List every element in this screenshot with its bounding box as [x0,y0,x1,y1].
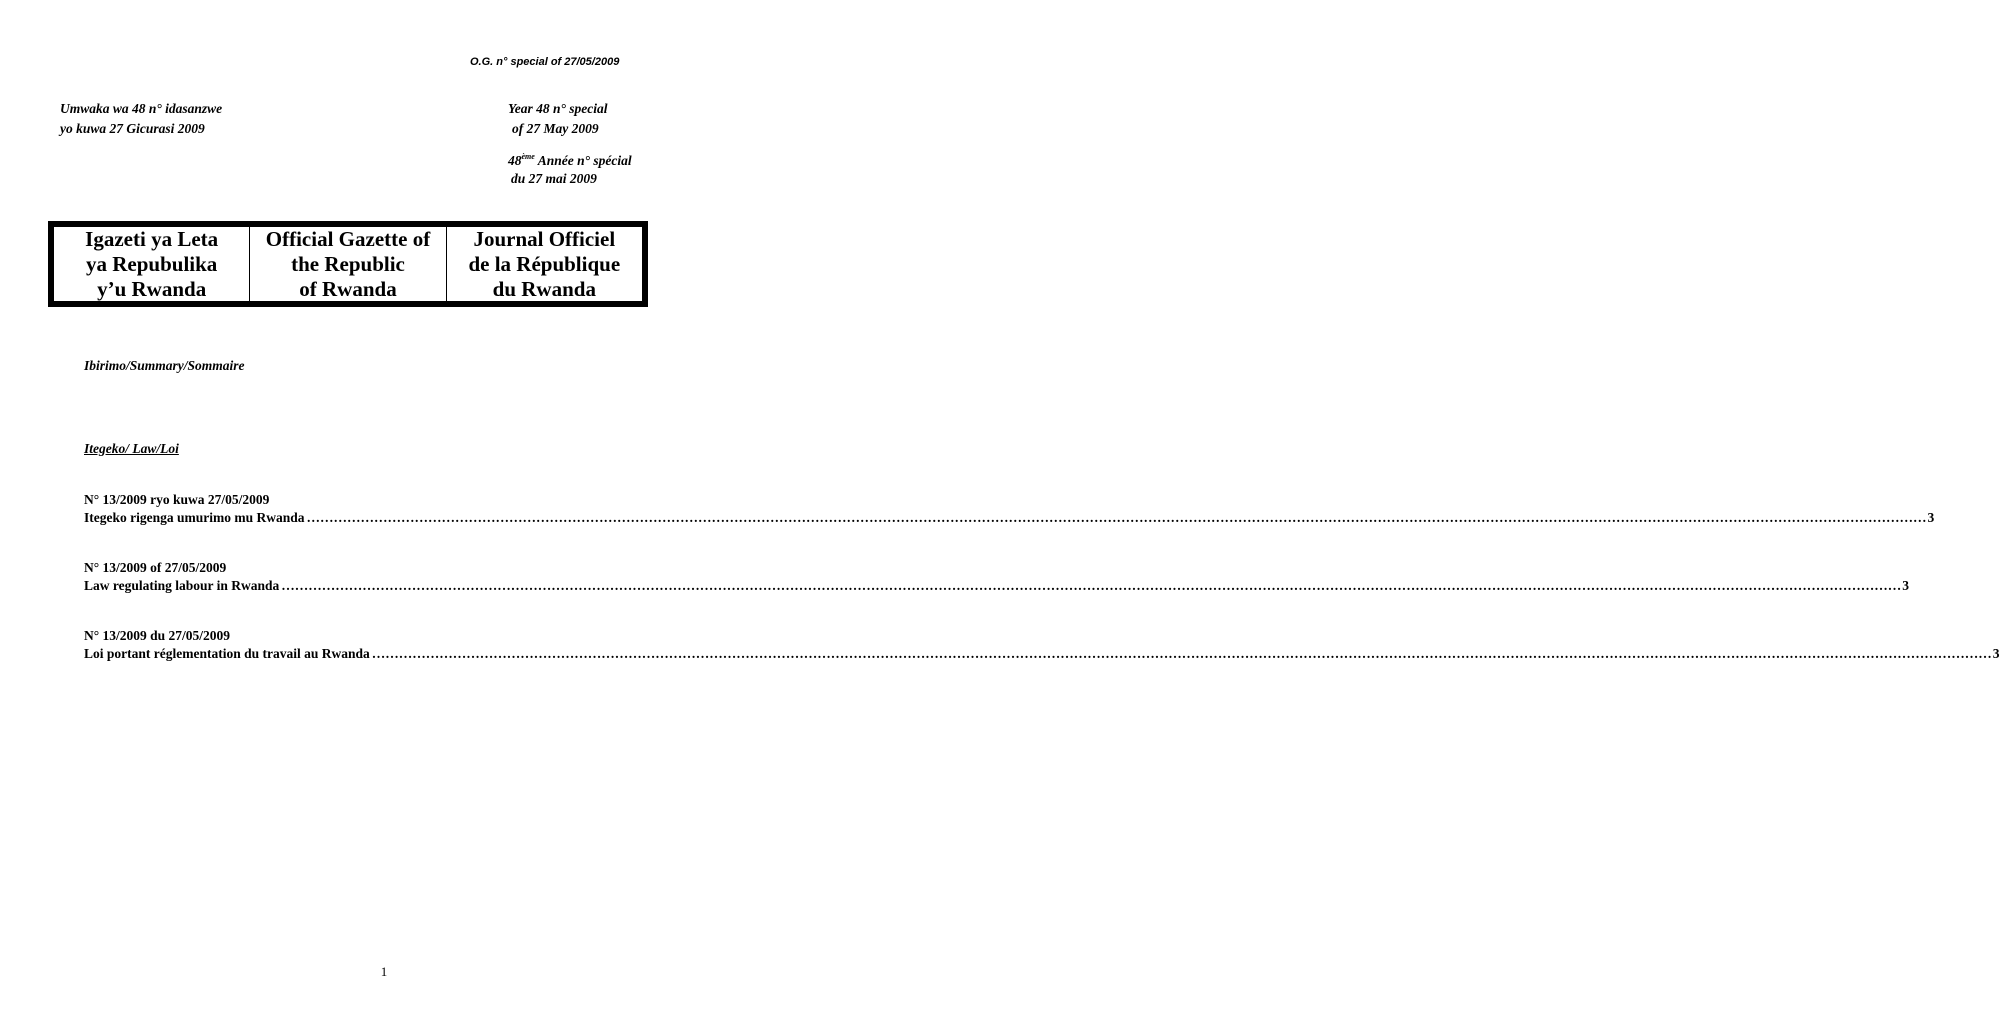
toc-entry-page: 3 [1927,510,1935,525]
toc-entry-line [84,577,1910,595]
toc-entry-title: Itegeko rigenga umurimo mu Rwanda [84,510,305,525]
title-line: Journal Officiel [473,226,616,251]
title-cell-french [446,227,642,301]
toc-entry-number: N° 13/2009 ryo kuwa 27/05/2009 [84,492,270,507]
toc-leader-dots: ……………………………………………………………………………………………………………………………………………………………………………………………………………………………………………………………………………………………………………………………… [306,510,1927,525]
title-cell-kinyarwanda [54,227,249,301]
og-reference: O.G. n° special of 27/05/2009 [470,56,620,68]
toc-leader-dots: ……………………………………………………………………………………………………………………………………………………………………………………………………………………………………………………………………………………………………………………………… [371,646,1992,661]
issue-line: Year 48 n° special [508,101,608,116]
toc-entry-line [84,509,1935,527]
issue-line [508,152,632,170]
issue-info-english [508,99,608,139]
toc-entry-title: Law regulating labour in Rwanda [84,578,280,593]
issue-date: du 27 mai 2009 [511,171,597,186]
title-line: de la République [468,251,621,276]
issue-number: 48 [508,153,522,168]
issue-line: Umwaka wa 48 n° idasanzwe [60,101,223,116]
toc-entry-title: Loi portant réglementation du travail au Rwanda [84,646,370,661]
issue-date: yo kuwa 27 Gicurasi 2009 [60,121,205,136]
page-number: 1 [380,964,388,979]
toc-entry[interactable] [84,627,2000,663]
title-line: the Republic [291,251,405,276]
title-line: of Rwanda [299,276,397,301]
toc-entry-page: 3 [1992,646,2000,661]
toc-entry-page: 3 [1902,578,1910,593]
issue-year-label: Année n° spécial [534,153,632,168]
title-line: du Rwanda [492,276,596,301]
issue-info-kinyarwanda [60,99,222,139]
title-cell-english [249,227,445,301]
summary-heading: Ibirimo/Summary/Sommaire [84,358,245,373]
toc-entry-number: N° 13/2009 du 27/05/2009 [84,628,231,643]
title-line: Official Gazette of [265,226,431,251]
title-line: y’u Rwanda [97,276,207,301]
issue-superscript: ème [521,151,535,161]
gazette-title-box [48,221,648,307]
toc-leader-dots: ……………………………………………………………………………………………………………………………………………………………………………………………………………………………………………………………………………………………………………………………… [281,578,1902,593]
issue-date: of 27 May 2009 [512,121,599,136]
title-line: ya Repubulika [86,251,218,276]
toc-entry[interactable] [84,491,1935,527]
toc-entry[interactable] [84,559,1910,595]
toc-entry-line [84,645,2000,663]
gazette-title-row [53,226,643,302]
issue-info-french [508,152,632,188]
law-section-heading: Itegeko/ Law/Loi [84,441,179,456]
title-line: Igazeti ya Leta [85,226,219,251]
toc-entry-number: N° 13/2009 of 27/05/2009 [84,560,227,575]
